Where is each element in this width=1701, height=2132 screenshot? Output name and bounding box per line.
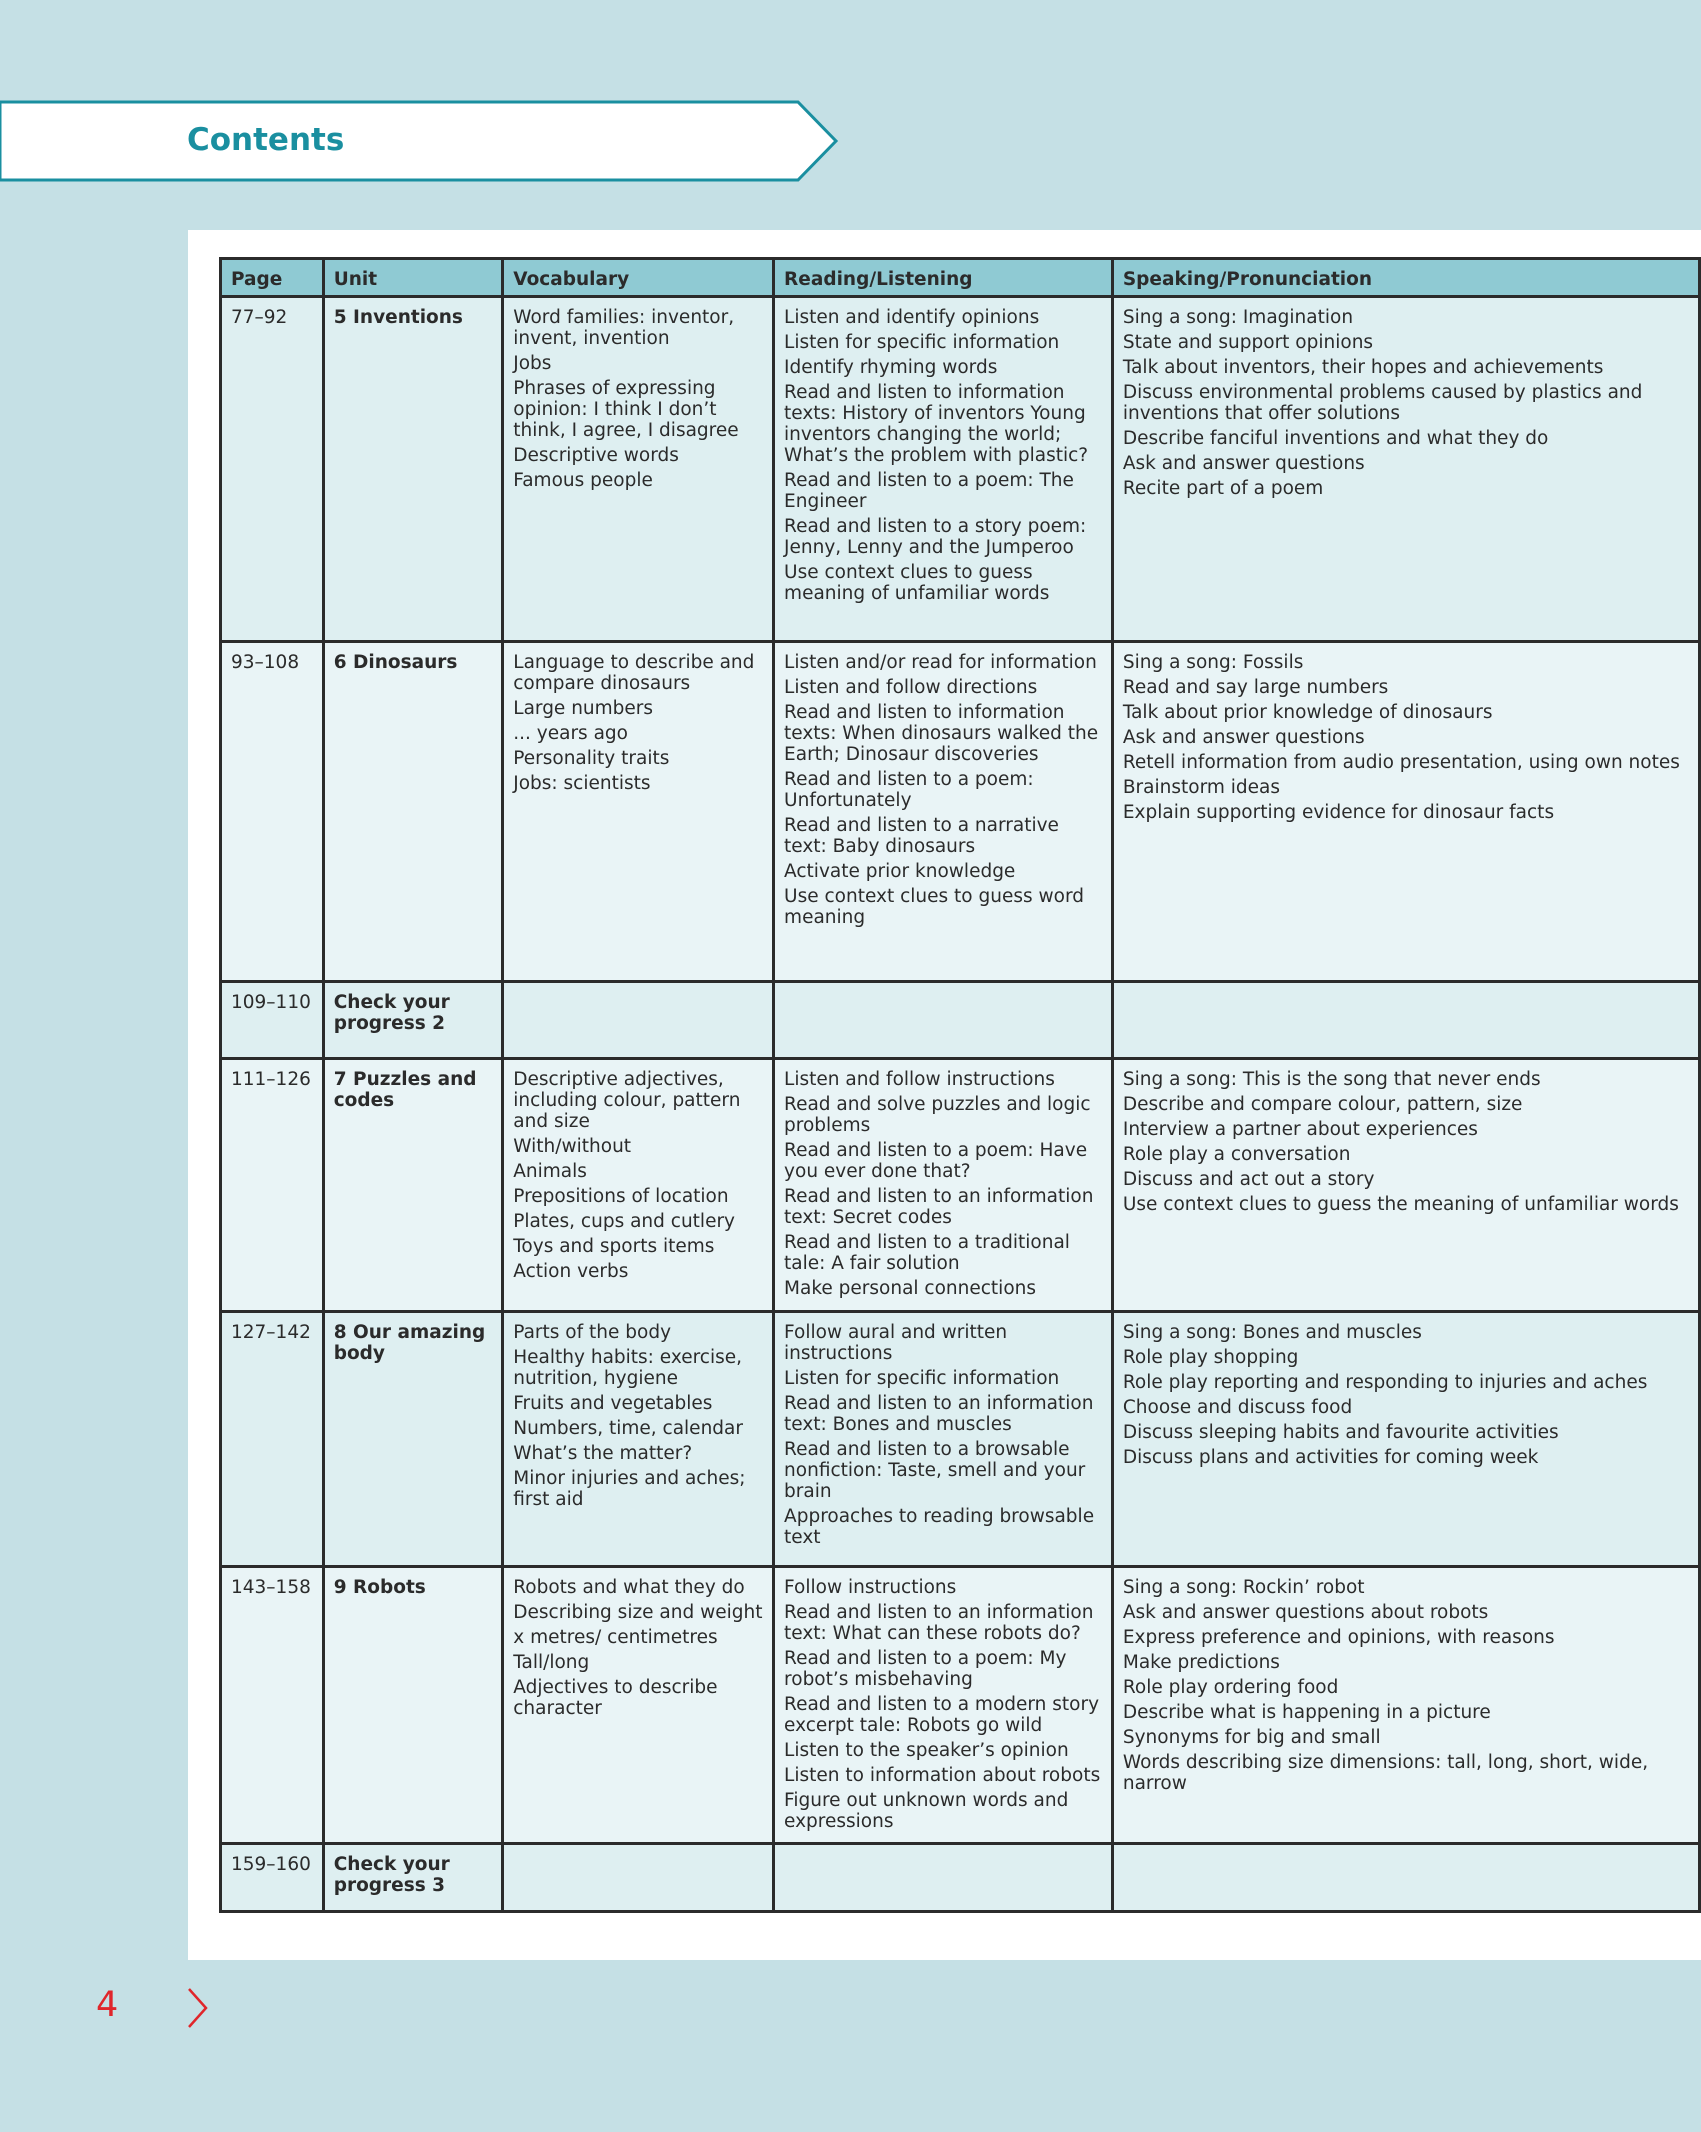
vocabulary-item: Descriptive adjectives, including colour, pattern and size [513, 1069, 741, 1132]
reading-item: Read and listen to a story poem: Jenny, Lenny and the Jumperoo [784, 516, 1087, 558]
contents-banner [0, 100, 841, 182]
vocabulary-item: Parts of the body [513, 1322, 672, 1343]
vocabulary-item: Plates, cups and cutlery [513, 1211, 736, 1232]
reading-item: Listen for specific information [784, 332, 1060, 353]
vocabulary-item: Phrases of expressing opinion: I think I don’t think, I agree, I disagree [513, 378, 739, 441]
reading-item: Follow instructions [784, 1577, 957, 1598]
speaking-item: Describe what is happening in a picture [1122, 1702, 1491, 1723]
cell-page: 111–126 [221, 1059, 324, 1312]
page-title: Contents [187, 122, 345, 158]
vocabulary-item: Minor injuries and aches; first aid [513, 1468, 746, 1510]
vocabulary-item: Language to describe and compare dinosaurs [513, 652, 755, 694]
cell-speaking [1112, 642, 1699, 982]
reading-item: Figure out unknown words and expressions [784, 1790, 1069, 1832]
cell-unit: 9 Robots [323, 1567, 503, 1844]
cell-page: 143–158 [221, 1567, 324, 1844]
vocabulary-item: Describing size and weight [513, 1602, 763, 1623]
cell-vocabulary [503, 642, 774, 982]
cell-unit: 7 Puzzles and codes [323, 1059, 503, 1312]
reading-item: Read and listen to a modern story excerpt tale: Robots go wild [784, 1694, 1100, 1736]
reading-item: Listen to information about robots [784, 1765, 1101, 1786]
vocabulary-item: Large numbers [513, 698, 654, 719]
vocabulary-item: Jobs [513, 353, 552, 374]
speaking-item: Recite part of a poem [1122, 478, 1324, 499]
vocabulary-item: Fruits and vegetables [513, 1393, 713, 1414]
chevron-right-icon[interactable] [186, 1986, 210, 2030]
reading-item: Read and solve puzzles and logic problems [784, 1094, 1091, 1136]
reading-item: Read and listen to a browsable nonfiction: Taste, smell and your brain [784, 1439, 1086, 1502]
speaking-item: Sing a song: Rockin’ robot [1122, 1577, 1365, 1598]
cell-speaking [1112, 1312, 1699, 1567]
cell-vocabulary [503, 297, 774, 642]
column-header-vocabulary: Vocabulary [503, 259, 774, 297]
vocabulary-item: Jobs: scientists [513, 773, 651, 794]
speaking-item: Explain supporting evidence for dinosaur facts [1122, 802, 1555, 823]
column-header-page: Page [221, 259, 324, 297]
reading-item: Identify rhyming words [784, 357, 998, 378]
reading-item: Approaches to reading browsable text [784, 1506, 1095, 1548]
reading-item: Read and listen to a poem: Have you ever done that? [784, 1140, 1088, 1182]
reading-item: Read and listen to an information text: Bones and muscles [784, 1393, 1094, 1435]
speaking-item: Make predictions [1122, 1652, 1280, 1673]
contents-table [219, 257, 1701, 1913]
column-header-unit: Unit [323, 259, 503, 297]
vocabulary-item: Personality traits [513, 748, 670, 769]
table-row [221, 1312, 1700, 1567]
speaking-item: Words describing size dimensions: tall, long, short, wide, narrow [1122, 1752, 1649, 1794]
page-number: 4 [96, 1985, 119, 2025]
reading-item: Use context clues to guess word meaning [784, 886, 1084, 928]
table-row [221, 1844, 1700, 1912]
cell-speaking [1112, 982, 1699, 1059]
vocabulary-item: Prepositions of location [513, 1186, 729, 1207]
reading-item: Listen for specific information [784, 1368, 1060, 1389]
speaking-item: State and support opinions [1122, 332, 1374, 353]
reading-item: Listen and identify opinions [784, 307, 1040, 328]
reading-item: Listen and follow directions [784, 677, 1038, 698]
reading-item: Listen to the speaker’s opinion [784, 1740, 1069, 1761]
cell-vocabulary [503, 1312, 774, 1567]
cell-unit: 6 Dinosaurs [323, 642, 503, 982]
cell-unit: Check your progress 3 [323, 1844, 503, 1912]
speaking-item: Brainstorm ideas [1122, 777, 1280, 798]
speaking-item: Discuss sleeping habits and favourite activities [1122, 1422, 1559, 1443]
vocabulary-item: x metres/ centimetres [513, 1627, 718, 1648]
cell-speaking [1112, 1844, 1699, 1912]
speaking-item: Role play a conversation [1122, 1144, 1351, 1165]
cell-reading [774, 1059, 1113, 1312]
speaking-item: Express preference and opinions, with reasons [1122, 1627, 1555, 1648]
speaking-item: Role play ordering food [1122, 1677, 1339, 1698]
cell-page: 93–108 [221, 642, 324, 982]
table-row [221, 297, 1700, 642]
speaking-item: Sing a song: Bones and muscles [1122, 1322, 1422, 1343]
table-row [221, 1567, 1700, 1844]
reading-item: Read and listen to a narrative text: Baby dinosaurs [784, 815, 1059, 857]
speaking-item: Ask and answer questions [1122, 727, 1365, 748]
reading-item: Read and listen to information texts: When dinosaurs walked the Earth; Dinosaur discoveries [784, 702, 1099, 765]
cell-reading [774, 642, 1113, 982]
cell-unit: 5 Inventions [323, 297, 503, 642]
cell-speaking [1112, 1567, 1699, 1844]
cell-vocabulary [503, 1059, 774, 1312]
cell-speaking [1112, 297, 1699, 642]
reading-item: Use context clues to guess meaning of unfamiliar words [784, 562, 1050, 604]
reading-item: Read and listen to a poem: Unfortunately [784, 769, 1034, 811]
cell-page: 127–142 [221, 1312, 324, 1567]
speaking-item: Discuss plans and activities for coming week [1122, 1447, 1539, 1468]
vocabulary-item: Word families: inventor, invent, invention [513, 307, 735, 349]
cell-vocabulary [503, 1844, 774, 1912]
vocabulary-item: With/without [513, 1136, 632, 1157]
speaking-item: Sing a song: Imagination [1122, 307, 1354, 328]
cell-page: 159–160 [221, 1844, 324, 1912]
speaking-item: Sing a song: This is the song that never ends [1122, 1069, 1541, 1090]
speaking-item: Discuss environmental problems caused by plastics and inventions that offer solutions [1122, 382, 1643, 424]
vocabulary-item: Robots and what they do [513, 1577, 745, 1598]
vocabulary-item: Numbers, time, calendar [513, 1418, 743, 1439]
vocabulary-item: Descriptive words [513, 445, 679, 466]
vocabulary-item: Tall/long [513, 1652, 590, 1673]
cell-unit: 8 Our amazing body [323, 1312, 503, 1567]
vocabulary-item: Action verbs [513, 1261, 629, 1282]
vocabulary-item: Healthy habits: exercise, nutrition, hygiene [513, 1347, 743, 1389]
speaking-item: Talk about prior knowledge of dinosaurs [1122, 702, 1493, 723]
vocabulary-item: Adjectives to describe character [513, 1677, 718, 1719]
column-header-speaking-pronunciation: Speaking/Pronunciation [1112, 259, 1699, 297]
speaking-item: Read and say large numbers [1122, 677, 1389, 698]
speaking-item: Use context clues to guess the meaning of unfamiliar words [1122, 1194, 1679, 1215]
reading-item: Read and listen to information texts: History of inventors Young inventors changing the world; What’s the problem with plastic? [784, 382, 1089, 466]
reading-item: Read and listen to a traditional tale: A fair solution [784, 1232, 1070, 1274]
cell-reading [774, 1312, 1113, 1567]
vocabulary-item: Animals [513, 1161, 587, 1182]
column-header-reading-listening: Reading/Listening [774, 259, 1113, 297]
speaking-item: Talk about inventors, their hopes and achievements [1122, 357, 1604, 378]
banner-shape [0, 100, 841, 182]
reading-item: Read and listen to a poem: The Engineer [784, 470, 1074, 512]
table-row [221, 1059, 1700, 1312]
cell-page: 77–92 [221, 297, 324, 642]
speaking-item: Choose and discuss food [1122, 1397, 1353, 1418]
table-row [221, 982, 1700, 1059]
reading-item: Read and listen to a poem: My robot’s misbehaving [784, 1648, 1067, 1690]
reading-item: Make personal connections [784, 1278, 1037, 1299]
speaking-item: Role play reporting and responding to injuries and aches [1122, 1372, 1648, 1393]
reading-item: Read and listen to an information text: Secret codes [784, 1186, 1094, 1228]
cell-reading [774, 1567, 1113, 1844]
reading-item: Listen and follow instructions [784, 1069, 1055, 1090]
reading-item: Follow aural and written instructions [784, 1322, 1008, 1364]
cell-reading [774, 297, 1113, 642]
cell-page: 109–110 [221, 982, 324, 1059]
vocabulary-item: Toys and sports items [513, 1236, 715, 1257]
table-row [221, 642, 1700, 982]
vocabulary-item: What’s the matter? [513, 1443, 693, 1464]
reading-item: Read and listen to an information text: What can these robots do? [784, 1602, 1094, 1644]
vocabulary-item: ... years ago [513, 723, 628, 744]
reading-item: Activate prior knowledge [784, 861, 1016, 882]
vocabulary-item: Famous people [513, 470, 653, 491]
speaking-item: Role play shopping [1122, 1347, 1299, 1368]
cell-reading [774, 1844, 1113, 1912]
table-body [221, 297, 1700, 1912]
speaking-item: Synonyms for big and small [1122, 1727, 1381, 1748]
table-header-row [221, 259, 1700, 297]
speaking-item: Interview a partner about experiences [1122, 1119, 1478, 1140]
cell-reading [774, 982, 1113, 1059]
cell-speaking [1112, 1059, 1699, 1312]
speaking-item: Ask and answer questions about robots [1122, 1602, 1489, 1623]
speaking-item: Retell information from audio presentation, using own notes [1122, 752, 1680, 773]
cell-unit: Check your progress 2 [323, 982, 503, 1059]
speaking-item: Discuss and act out a story [1122, 1169, 1375, 1190]
speaking-item: Sing a song: Fossils [1122, 652, 1304, 673]
speaking-item: Describe and compare colour, pattern, size [1122, 1094, 1523, 1115]
speaking-item: Describe fanciful inventions and what they do [1122, 428, 1549, 449]
cell-vocabulary [503, 1567, 774, 1844]
cell-vocabulary [503, 982, 774, 1059]
reading-item: Listen and/or read for information [784, 652, 1097, 673]
speaking-item: Ask and answer questions [1122, 453, 1365, 474]
